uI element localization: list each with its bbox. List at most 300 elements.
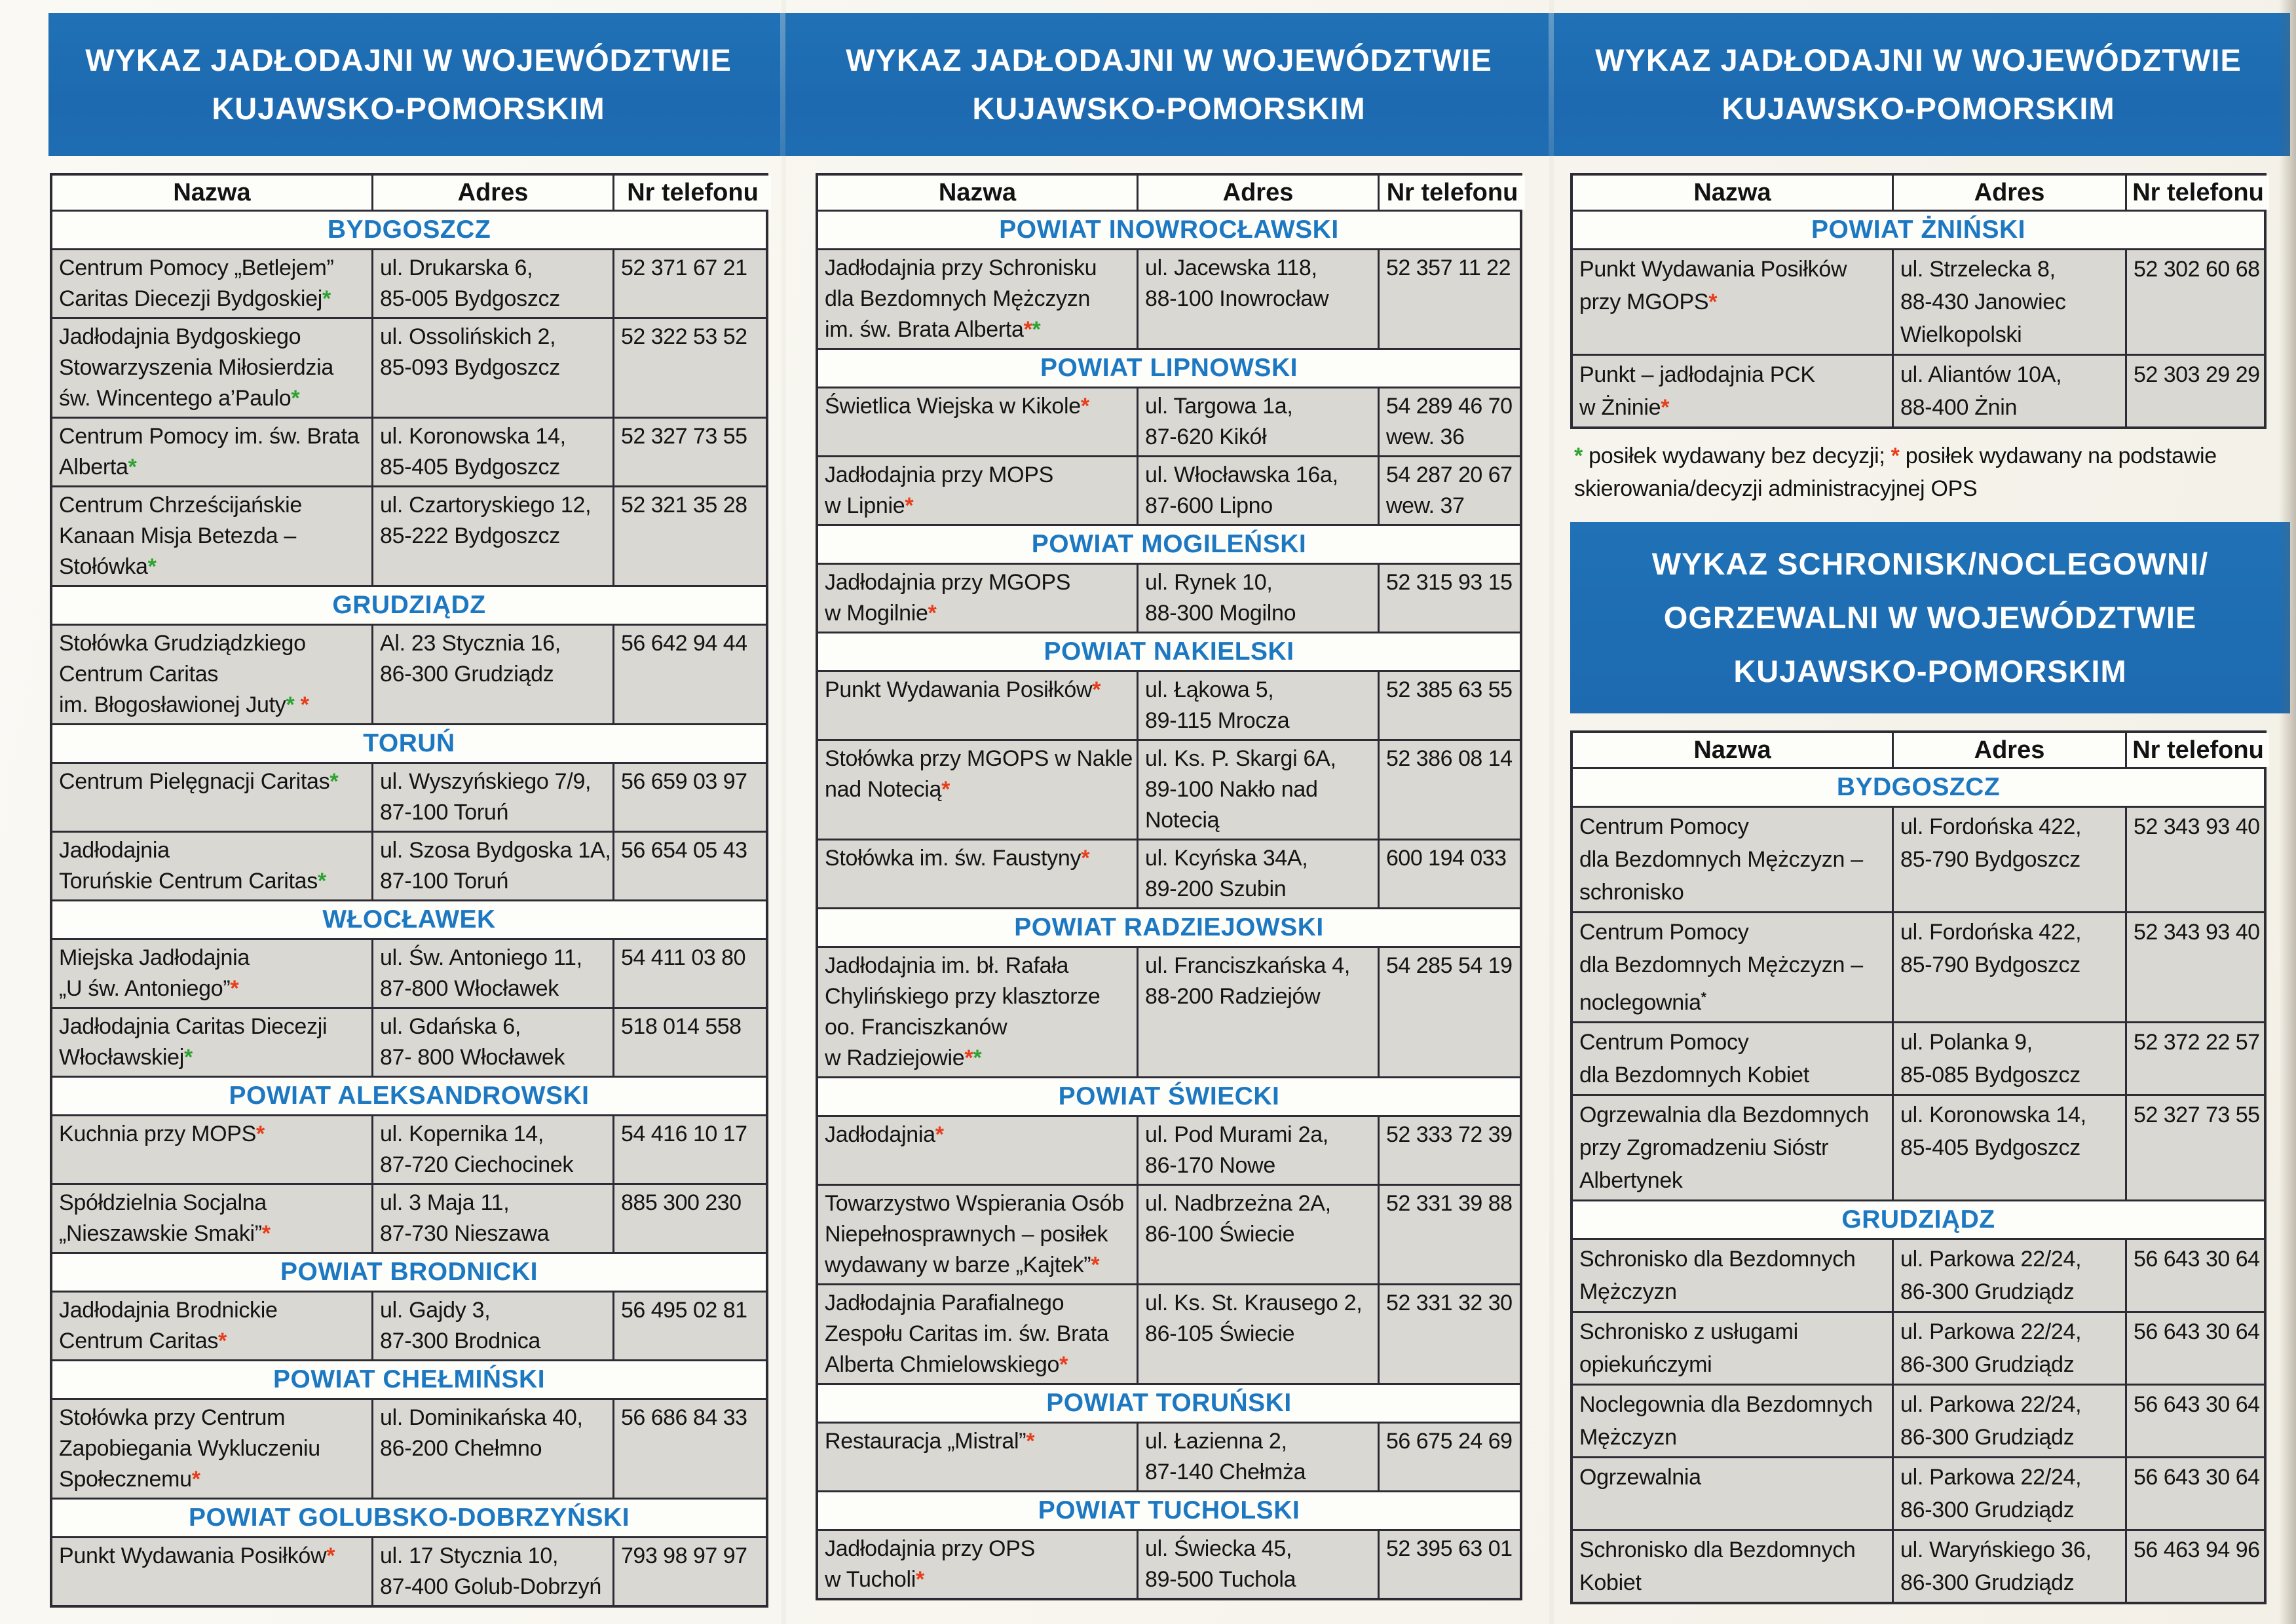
address-line: 85-222 Bydgoszcz	[380, 523, 560, 548]
table-row	[52, 417, 766, 485]
phone-cell	[612, 319, 771, 417]
name-cell	[52, 1009, 371, 1076]
asterisk-green-icon: *	[1574, 444, 1583, 468]
name-line: Jadłodajnia Caritas Diecezji	[59, 1014, 328, 1039]
table-row	[52, 762, 766, 831]
name-line: Kobiet	[1579, 1570, 1642, 1596]
address-line: 88-200 Radziejów	[1145, 984, 1321, 1009]
phone-line: 52 372 22 57	[2134, 1030, 2260, 1055]
name-cell	[818, 457, 1137, 524]
address-line: 87-720 Ciechocinek	[380, 1152, 574, 1177]
section-header-row	[818, 348, 1520, 387]
address-line: ul. Kopernika 14,	[380, 1122, 544, 1146]
address-line: ul. 17 Stycznia 10,	[380, 1543, 559, 1568]
name-line: w Tucholi*	[825, 1567, 924, 1592]
name-line: Miejska Jadłodajnia	[59, 945, 250, 970]
column-header: Nr telefonu	[2125, 733, 2269, 767]
name-line: Mężczyzn	[1579, 1425, 1677, 1450]
address-cell	[1137, 388, 1378, 455]
name-cell	[52, 833, 371, 899]
section-title: BYDGOSZCZ	[1836, 773, 2001, 801]
address-cell	[371, 250, 612, 317]
name-cell	[1573, 1313, 1892, 1384]
name-line: dla Bezdomnych Mężczyzn	[825, 286, 1091, 311]
name-cell	[1573, 1458, 1892, 1529]
address-cell	[371, 1538, 612, 1605]
name-line: dla Bezdomnych Kobiet	[1579, 1063, 1809, 1088]
phone-line: 54 416 10 17	[621, 1122, 747, 1146]
name-line: Jadłodajnia Bydgoskiego	[59, 324, 301, 349]
table-row	[818, 1115, 1520, 1184]
name-line: schronisko	[1579, 880, 1684, 905]
phone-cell	[612, 1116, 771, 1183]
asterisk-green-icon: *	[291, 386, 300, 411]
phone-cell	[2125, 808, 2269, 911]
name-line: Albertynek	[1579, 1168, 1683, 1194]
name-line: Jadłodajnia przy Schronisku	[825, 255, 1097, 280]
section-title: GRUDZIĄDZ	[332, 591, 486, 619]
name-line: w Żninie*	[1579, 395, 1670, 420]
fold-line-left	[781, 0, 786, 1624]
asterisk-red-icon: *	[191, 1467, 200, 1492]
phone-cell	[612, 1400, 771, 1498]
address-cell	[1892, 1458, 2125, 1529]
section-title: POWIAT CHEŁMIŃSKI	[273, 1365, 546, 1393]
phone-cell	[612, 250, 771, 317]
panel-title-line: KUJAWSKO-POMORSKIM	[1722, 91, 2115, 126]
name-line: noclegownia*	[1579, 990, 1706, 1015]
asterisk-green-icon: *	[147, 554, 157, 579]
name-cell	[818, 1531, 1137, 1598]
name-line: Jadłodajnia przy OPS	[825, 1536, 1035, 1561]
name-cell	[52, 1116, 371, 1183]
section-title: POWIAT RADZIEJOWSKI	[1014, 913, 1324, 941]
name-line: Chylińskiego przy klasztorze	[825, 984, 1101, 1009]
address-cell	[371, 487, 612, 585]
asterisk-red-icon: *	[1891, 444, 1900, 468]
band-fold-streak	[1549, 13, 1554, 156]
address-line: 88-300 Mogilno	[1145, 601, 1296, 626]
name-cell	[1573, 1023, 1892, 1094]
asterisk-red-icon: *	[941, 777, 950, 802]
name-line: Punkt Wydawania Posiłków*	[59, 1543, 335, 1568]
name-line: dla Bezdomnych Mężczyzn –	[1579, 847, 1863, 872]
name-line: Centrum Pomocy im. św. Brata	[59, 424, 360, 449]
table-header-row	[818, 176, 1520, 210]
phone-cell	[1378, 457, 1525, 524]
phone-cell	[1378, 1531, 1525, 1598]
fold-line-right	[1549, 0, 1554, 1624]
table-row	[52, 1114, 766, 1183]
section-title: POWIAT TUCHOLSKI	[1038, 1496, 1300, 1524]
phone-line: 56 686 84 33	[621, 1405, 747, 1430]
phone-line: 52 327 73 55	[621, 424, 747, 449]
address-line: ul. Kcyńska 34A,	[1145, 846, 1308, 871]
asterisk-red-icon: *	[1091, 1253, 1100, 1277]
name-line: Centrum Chrześcijańskie	[59, 493, 303, 518]
address-line: ul. Waryńskiego 36,	[1900, 1538, 2092, 1563]
name-line: Centrum Pomocy	[1579, 1030, 1749, 1055]
name-line: Caritas Diecezji Bydgoskiej*	[59, 286, 331, 311]
phone-line: 52 343 93 40	[2134, 920, 2260, 945]
table-row	[1573, 911, 2264, 1021]
phone-cell	[1378, 741, 1525, 839]
shelters-title-line: WYKAZ SCHRONISK/NOCLEGOWNI/	[1651, 546, 2209, 581]
panel-title-line: WYKAZ JADŁODAJNI W WOJEWÓDZTWIE	[1595, 43, 2242, 77]
name-cell	[818, 948, 1137, 1076]
asterisk-red-icon: *	[261, 1221, 271, 1246]
address-line: Al. 23 Stycznia 16,	[380, 631, 561, 656]
address-cell	[371, 319, 612, 417]
name-cell	[818, 1285, 1137, 1383]
asterisk-green-icon: *	[1032, 317, 1041, 342]
table-row	[52, 1398, 766, 1498]
panel-left	[50, 173, 768, 1608]
phone-cell	[2125, 1023, 2269, 1094]
section-header-row	[1573, 210, 2264, 248]
table-header-row	[52, 176, 766, 210]
asterisk-red-icon: *	[964, 1046, 973, 1070]
address-line: 86-170 Nowe	[1145, 1153, 1275, 1178]
phone-cell	[1378, 1285, 1525, 1383]
table-row	[1573, 1456, 2264, 1529]
phone-cell	[2125, 356, 2269, 426]
asterisk-black-icon: *	[1701, 990, 1706, 1005]
table-row	[1573, 354, 2264, 426]
name-line: Stowarzyszenia Miłosierdzia	[59, 355, 333, 380]
name-cell	[818, 250, 1137, 348]
address-cell	[1137, 1531, 1378, 1598]
address-cell	[1137, 1285, 1378, 1383]
address-cell	[371, 764, 612, 831]
phone-line: 56 495 02 81	[621, 1298, 747, 1323]
address-line: 86-300 Grudziądz	[1900, 1425, 2075, 1450]
phone-cell	[1378, 250, 1525, 348]
name-line: Schronisko z usługami	[1579, 1319, 1798, 1345]
address-cell	[371, 1293, 612, 1359]
name-line: św. Wincentego a’Paulo*	[59, 386, 300, 411]
section-header-row	[52, 585, 766, 624]
phone-line: 52 371 67 21	[621, 255, 747, 280]
phone-line: 56 463 94 96	[2134, 1538, 2260, 1563]
section-header-row	[52, 1498, 766, 1536]
table-row	[1573, 1094, 2264, 1199]
name-cell	[52, 250, 371, 317]
address-line: ul. Szosa Bydgoska 1A,	[380, 838, 611, 863]
legend-note	[1570, 440, 2267, 505]
phone-line: 54 411 03 80	[621, 945, 745, 970]
address-line: 85-085 Bydgoszcz	[1900, 1063, 2080, 1088]
asterisk-green-icon: *	[329, 769, 339, 794]
address-cell	[1892, 1023, 2125, 1094]
section-title: POWIAT MOGILEŃSKI	[1031, 530, 1307, 558]
phone-line: wew. 36	[1386, 425, 1465, 449]
phone-cell	[1378, 672, 1525, 739]
section-header-row	[818, 210, 1520, 248]
table-header-row	[1573, 733, 2264, 767]
address-line: 89-115 Mrocza	[1145, 708, 1290, 733]
name-line: Restauracja „Mistral”*	[825, 1429, 1035, 1454]
column-header: Adres	[1137, 176, 1378, 210]
name-line: Stołówka przy Centrum	[59, 1405, 286, 1430]
section-title: GRUDZIĄDZ	[1841, 1205, 1995, 1234]
name-line: nad Notecią*	[825, 777, 950, 802]
address-line: ul. Koronowska 14,	[380, 424, 566, 449]
name-line: Mężczyzn	[1579, 1279, 1677, 1305]
legend-line: skierowania/decyzji administracyjnej OPS	[1574, 476, 1978, 501]
name-line: Noclegownia dla Bezdomnych	[1579, 1392, 1873, 1418]
name-line: Stołówka*	[59, 554, 157, 579]
phone-cell	[2125, 913, 2269, 1021]
name-line: Jadłodajnia im. bł. Rafała	[825, 953, 1069, 978]
phone-cell	[612, 764, 771, 831]
asterisk-red-icon: *	[230, 976, 239, 1001]
phone-line: 56 643 30 64	[2134, 1392, 2260, 1418]
table-row	[818, 739, 1520, 839]
address-line: ul. Dominikańska 40,	[380, 1405, 583, 1430]
phone-line: 52 321 35 28	[621, 493, 747, 518]
name-line: w Radziejowie**	[825, 1046, 982, 1070]
table-row	[818, 670, 1520, 739]
name-cell	[52, 626, 371, 723]
phone-cell	[612, 1009, 771, 1076]
table-row	[52, 1183, 766, 1252]
address-cell	[371, 1185, 612, 1252]
name-cell	[818, 672, 1137, 739]
panel-title-line: KUJAWSKO-POMORSKIM	[972, 91, 1366, 126]
address-cell	[371, 1009, 612, 1076]
address-line: ul. Parkowa 22/24,	[1900, 1392, 2082, 1418]
phone-line: 54 289 46 70	[1386, 394, 1513, 419]
table-row	[1573, 1529, 2264, 1602]
address-line: 88-430 Janowiec	[1900, 290, 2066, 314]
address-line: 86-300 Grudziądz	[1900, 1352, 2075, 1378]
name-line: dla Bezdomnych Mężczyzn –	[1579, 953, 1863, 977]
phone-cell	[2125, 1458, 2269, 1529]
phone-line: 52 395 63 01	[1386, 1536, 1513, 1561]
name-cell	[818, 565, 1137, 632]
address-cell	[1137, 1117, 1378, 1184]
section-header-row	[818, 1076, 1520, 1115]
section-title: POWIAT NAKIELSKI	[1044, 637, 1294, 666]
phone-line: 52 322 53 52	[621, 324, 747, 349]
address-line: 87- 800 Włocławek	[380, 1045, 565, 1070]
table-row	[52, 485, 766, 585]
column-header: Nazwa	[1573, 176, 1892, 210]
address-line: ul. Ks. P. Skargi 6A,	[1145, 746, 1336, 771]
phone-line: 52 327 73 55	[2134, 1103, 2260, 1128]
address-cell	[1137, 840, 1378, 907]
name-line: Centrum Pielęgnacji Caritas*	[59, 769, 339, 794]
address-line: 85-405 Bydgoszcz	[1900, 1135, 2080, 1161]
section-title: POWIAT ŚWIECKI	[1058, 1082, 1280, 1110]
legend-line: * posiłek wydawany bez decyzji; * posiłek wydawany na podstawie	[1574, 444, 2217, 468]
asterisk-red-icon: *	[326, 1543, 335, 1568]
name-line: Jadłodajnia przy MGOPS	[825, 570, 1071, 595]
directory-table	[816, 173, 1522, 1600]
asterisk-red-icon: *	[1661, 395, 1670, 420]
address-cell	[371, 940, 612, 1007]
table-row	[1573, 1384, 2264, 1456]
panel-title	[1570, 13, 2267, 156]
address-cell	[1892, 250, 2125, 354]
table-row	[818, 1422, 1520, 1490]
name-cell	[52, 1293, 371, 1359]
asterisk-green-icon: *	[317, 869, 326, 894]
asterisk-red-icon: *	[300, 692, 309, 717]
address-cell	[1137, 565, 1378, 632]
name-line: przy Zgromadzeniu Sióstr	[1579, 1135, 1829, 1161]
name-line: Kuchnia przy MOPS*	[59, 1122, 265, 1146]
top-header-band	[48, 13, 2290, 156]
asterisk-green-icon: *	[286, 692, 295, 717]
name-cell	[52, 1185, 371, 1252]
name-cell	[818, 1424, 1137, 1490]
address-line: 87-400 Golub-Dobrzyń	[380, 1574, 601, 1599]
column-header: Nazwa	[818, 176, 1137, 210]
address-line: ul. Parkowa 22/24,	[1900, 1465, 2082, 1490]
address-line: ul. Franciszkańska 4,	[1145, 953, 1351, 978]
phone-line: 56 675 24 69	[1386, 1429, 1513, 1454]
table-row	[52, 938, 766, 1007]
phone-line: 793 98 97 97	[621, 1543, 747, 1568]
phone-line: 56 643 30 64	[2134, 1247, 2260, 1272]
address-line: ul. Św. Antoniego 11,	[380, 945, 582, 970]
address-line: 87-730 Nieszawa	[380, 1221, 550, 1246]
directory-table	[1570, 730, 2267, 1604]
name-line: oo. Franciszkanów	[825, 1015, 1007, 1040]
asterisk-red-icon: *	[1023, 317, 1032, 342]
address-line: 87-140 Chełmża	[1145, 1460, 1306, 1484]
address-line: 85-790 Bydgoszcz	[1900, 953, 2080, 977]
asterisk-green-icon: *	[184, 1045, 193, 1070]
address-line: 86-300 Grudziądz	[1900, 1498, 2075, 1523]
asterisk-red-icon: *	[1708, 290, 1718, 314]
address-line: ul. Rynek 10,	[1145, 570, 1273, 595]
phone-cell	[2125, 1531, 2269, 1602]
address-line: 86-105 Świecie	[1145, 1321, 1295, 1346]
section-title: TORUŃ	[363, 729, 455, 757]
name-line: im. Błogosławionej Juty* *	[59, 692, 309, 717]
address-line: ul. 3 Maja 11,	[380, 1190, 510, 1215]
name-cell	[52, 940, 371, 1007]
phone-cell	[612, 626, 771, 723]
address-cell	[1892, 356, 2125, 426]
name-line: opiekuńczymi	[1579, 1352, 1712, 1378]
column-header: Nr telefonu	[2125, 176, 2269, 210]
table-row	[1573, 1311, 2264, 1384]
table-row	[52, 1291, 766, 1359]
name-cell	[52, 487, 371, 585]
table-row	[52, 624, 766, 723]
column-header: Nazwa	[1573, 733, 1892, 767]
name-line: Alberta Chmielowskiego*	[825, 1352, 1068, 1377]
address-cell	[1137, 741, 1378, 839]
name-line: Alberta*	[59, 455, 137, 480]
address-cell	[1137, 250, 1378, 348]
address-line: 89-100 Nakło nad	[1145, 777, 1318, 802]
address-line: 86-100 Świecie	[1145, 1222, 1295, 1247]
address-line: ul. Ossolińskich 2,	[380, 324, 556, 349]
address-line: ul. Parkowa 22/24,	[1900, 1247, 2082, 1272]
address-line: 87-800 Włocławek	[380, 976, 559, 1001]
address-line: ul. Czartoryskiego 12,	[380, 493, 592, 518]
address-cell	[371, 833, 612, 899]
address-line: Wielkopolski	[1900, 322, 2022, 347]
name-line: Spółdzielnia Socjalna	[59, 1190, 267, 1215]
name-line: Centrum Caritas	[59, 662, 219, 687]
asterisk-red-icon: *	[256, 1122, 265, 1146]
address-line: ul. Gajdy 3,	[380, 1298, 491, 1323]
section-title: POWIAT INOWROCŁAWSKI	[999, 216, 1339, 244]
name-cell	[52, 764, 371, 831]
name-cell	[818, 388, 1137, 455]
name-line: Stołówka im. św. Faustyny*	[825, 846, 1090, 871]
name-line: Punkt Wydawania Posiłków	[1579, 257, 1847, 282]
name-line: Jadłodajnia Brodnickie	[59, 1298, 278, 1323]
column-header: Adres	[371, 176, 612, 210]
table-row	[818, 946, 1520, 1076]
asterisk-red-icon: *	[1026, 1429, 1035, 1454]
address-line: ul. Nadbrzeżna 2A,	[1145, 1191, 1331, 1216]
table-row	[1573, 248, 2264, 354]
table-row	[52, 317, 766, 417]
address-cell	[371, 626, 612, 723]
address-cell	[1137, 672, 1378, 739]
name-line: Włocławskiej*	[59, 1045, 193, 1070]
band-fold-streak	[780, 13, 785, 156]
name-line: im. św. Brata Alberta**	[825, 317, 1041, 342]
section-title: POWIAT ALEKSANDROWSKI	[229, 1082, 590, 1110]
address-cell	[1137, 1186, 1378, 1283]
section-header-row	[52, 723, 766, 762]
address-line: 86-300 Grudziądz	[1900, 1279, 2075, 1305]
table-row	[52, 248, 766, 317]
shelters-header-band	[1570, 522, 2290, 713]
name-cell	[818, 1186, 1137, 1283]
address-cell	[1892, 1313, 2125, 1384]
column-header: Nr telefonu	[1378, 176, 1525, 210]
name-cell	[818, 741, 1137, 839]
phone-cell	[1378, 388, 1525, 455]
name-cell	[1573, 1386, 1892, 1456]
name-line: Zespołu Caritas im. św. Brata	[825, 1321, 1109, 1346]
name-line: Jadłodajnia	[59, 838, 170, 863]
asterisk-green-icon: *	[322, 286, 331, 311]
asterisk-red-icon: *	[1059, 1352, 1068, 1377]
name-cell	[1573, 250, 1892, 354]
address-cell	[1137, 1424, 1378, 1490]
phone-cell	[1378, 565, 1525, 632]
address-line: ul. Wyszyńskiego 7/9,	[380, 769, 592, 794]
table-row	[818, 839, 1520, 907]
phone-cell	[1378, 840, 1525, 907]
phone-cell	[612, 940, 771, 1007]
address-cell	[1137, 457, 1378, 524]
section-header-row	[818, 1490, 1520, 1529]
name-line: przy MGOPS*	[1579, 290, 1718, 314]
name-cell	[818, 840, 1137, 907]
section-title: WŁOCŁAWEK	[322, 905, 496, 934]
phone-cell	[2125, 1240, 2269, 1311]
asterisk-red-icon: *	[218, 1329, 227, 1353]
panel-right	[1570, 173, 2267, 1604]
section-header-row	[818, 524, 1520, 563]
address-line: ul. Łąkowa 5,	[1145, 677, 1274, 702]
address-line: 85-005 Bydgoszcz	[380, 286, 560, 311]
panel-middle	[816, 173, 1522, 1600]
address-line: ul. Aliantów 10A,	[1900, 362, 2062, 387]
